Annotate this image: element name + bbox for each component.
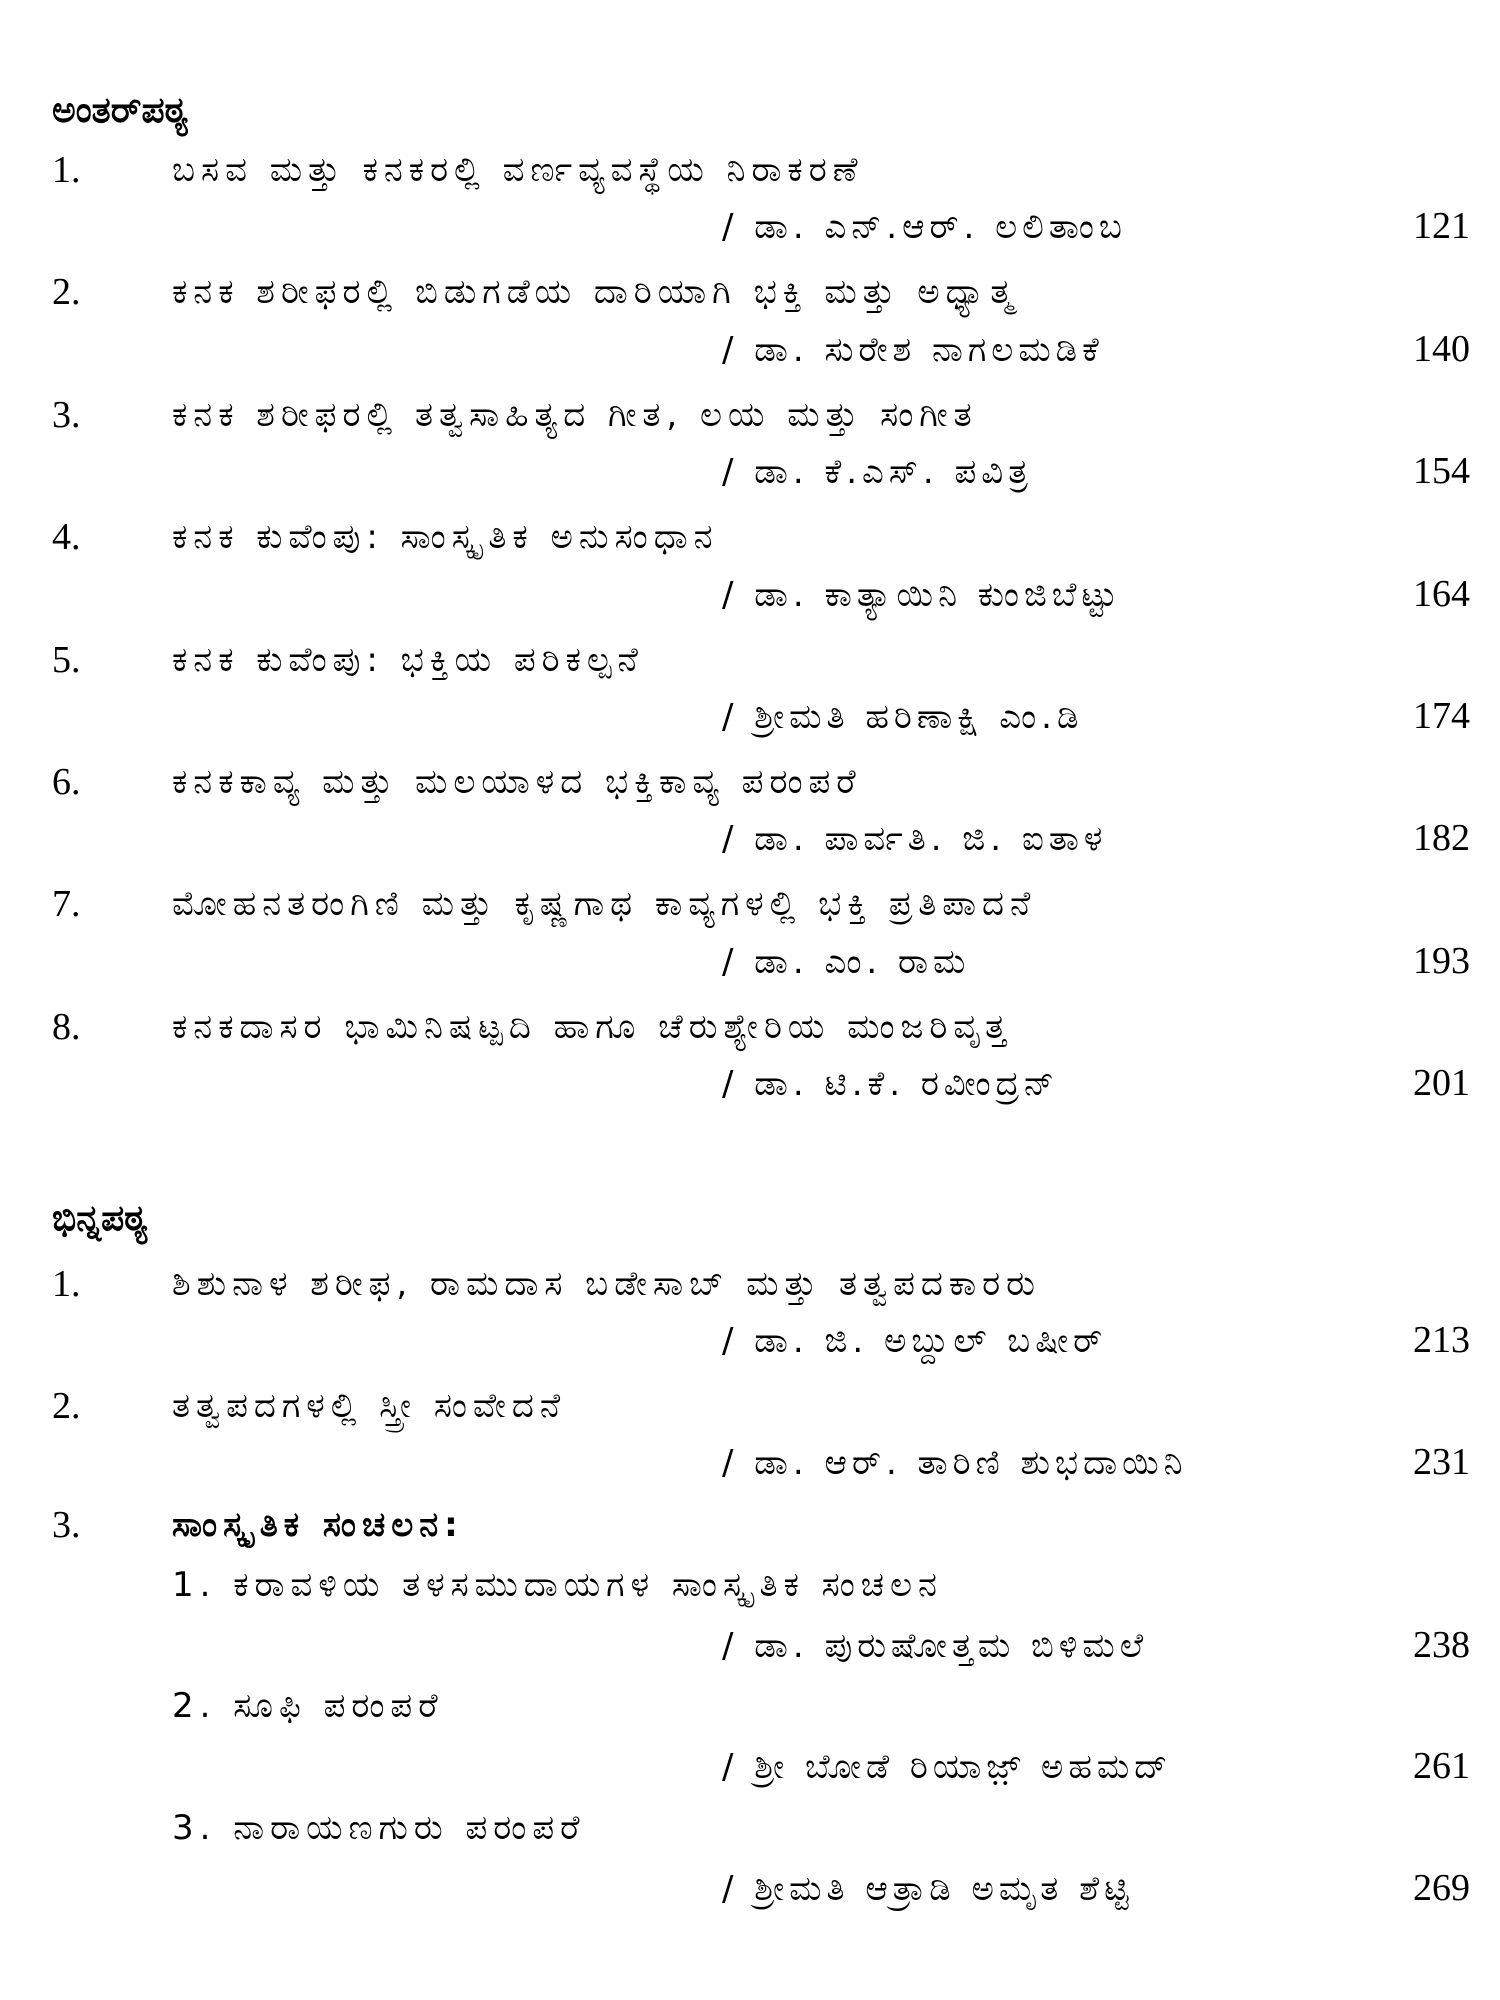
entry-page-number: 193	[1413, 940, 1470, 982]
entry-author: / ಡಾ. ಪಾರ್ವತಿ. ಜಿ. ಐತಾಳ	[722, 819, 1108, 859]
sub-entry-page-number: 238	[1413, 1624, 1470, 1666]
entry-author: / ಡಾ. ಸುರೇಶ ನಾಗಲಮಡಿಕೆ	[722, 330, 1104, 370]
entry-number: 5.	[52, 639, 81, 681]
sub-entry-title: 2. ಸೂಫಿ ಪರಂಪರೆ	[172, 1686, 444, 1726]
entry-title: ಕನಕಕಾವ್ಯ ಮತ್ತು ಮಲಯಾಳದ ಭಕ್ತಿಕಾವ್ಯ ಪರಂಪರೆ	[172, 762, 862, 802]
entry-page-number: 182	[1413, 817, 1470, 859]
entry-page-number: 201	[1413, 1062, 1470, 1104]
entry-author: / ಡಾ. ಟಿ.ಕೆ. ರವೀಂದ್ರನ್	[722, 1064, 1059, 1104]
entry-author: / ಡಾ. ಎಂ. ರಾಮ	[722, 942, 971, 982]
entry-title: ತತ್ವಪದಗಳಲ್ಲಿ ಸ್ತ್ರೀ ಸಂವೇದನೆ	[172, 1386, 567, 1426]
entry-number: 1.	[52, 149, 81, 191]
sub-entry-page-number: 269	[1413, 1867, 1470, 1909]
sub-entry-title: 1. ಕರಾವಳಿಯ ತಳಸಮುದಾಯಗಳ ಸಾಂಸ್ಕೃತಿಕ ಸಂಚಲನ	[172, 1565, 943, 1605]
entry-title: ಮೋಹನತರಂಗಿಣಿ ಮತ್ತು ಕೃಷ್ಣಗಾಥ ಕಾವ್ಯಗಳಲ್ಲಿ ಭಕ್ತಿ ಪ್ರತಿಪಾದನೆ	[172, 884, 1037, 924]
entry-author: / ಡಾ. ಕೆ.ಎಸ್. ಪವಿತ್ರ	[722, 452, 1033, 492]
entry-title: ಕನಕ ಕುವೆಂಪು: ಭಕ್ತಿಯ ಪರಿಕಲ್ಪನೆ	[172, 640, 644, 680]
entry-page-number: 174	[1413, 695, 1470, 737]
entry-title: ಕನಕ ಶರೀಫರಲ್ಲಿ ಬಿಡುಗಡೆಯ ದಾರಿಯಾಗಿ ಭಕ್ತಿ ಮತ್ತು ಅಧ್ಯಾತ್ಮ	[172, 272, 1019, 312]
entry-number: 2.	[52, 1385, 81, 1427]
entry-number: 6.	[52, 761, 81, 803]
entry-page-number: 140	[1413, 328, 1470, 370]
entry-title: ಕನಕ ಶರೀಫರಲ್ಲಿ ತತ್ವಸಾಹಿತ್ಯದ ಗೀತ, ಲಯ ಮತ್ತು ಸಂಗೀತ	[172, 395, 978, 435]
entry-page-number: 164	[1413, 573, 1470, 615]
entry-page-number: 154	[1413, 450, 1470, 492]
entry-page-number: 213	[1413, 1319, 1470, 1361]
entry-title: ಕನಕ ಕುವೆಂಪು: ಸಾಂಸ್ಕೃತಿಕ ಅನುಸಂಧಾನ	[172, 517, 719, 557]
entry-title: ಶಿಶುನಾಳ ಶರೀಫ, ರಾಮದಾಸ ಬಡೇಸಾಬ್ ಮತ್ತು ತತ್ವಪದಕಾರರು	[172, 1264, 1041, 1304]
entry-page-number: 121	[1413, 205, 1470, 247]
sub-entry-page-number: 261	[1413, 1745, 1470, 1787]
entry-title: ಸಾಂಸ್ಕೃತಿಕ ಸಂಚಲನ:	[172, 1505, 464, 1545]
entry-number: 7.	[52, 883, 81, 925]
entry-number: 2.	[52, 271, 81, 313]
entry-title: ಬಸವ ಮತ್ತು ಕನಕರಲ್ಲಿ ವರ್ಣವ್ಯವಸ್ಥೆಯ ನಿರಾಕರಣೆ	[172, 150, 864, 190]
entry-author: / ಡಾ. ಜಿ. ಅಬ್ದುಲ್ ಬಷೀರ್	[722, 1321, 1108, 1361]
entry-number: 3.	[52, 1504, 81, 1546]
entry-author: / ಶ್ರೀಮತಿ ಹರಿಣಾಕ್ಷಿ ಎಂ.ಡಿ	[722, 697, 1084, 737]
entry-page-number: 231	[1413, 1441, 1470, 1483]
entry-number: 8.	[52, 1006, 81, 1048]
entry-number: 3.	[52, 394, 81, 436]
entry-number: 1.	[52, 1263, 81, 1305]
entry-author: / ಡಾ. ಎನ್.ಆರ್. ಲಲಿತಾಂಬ	[722, 207, 1127, 247]
entry-author: / ಡಾ. ಆರ್. ತಾರಿಣಿ ಶುಭದಾಯಿನಿ	[722, 1443, 1188, 1483]
sub-entry-author: / ಡಾ. ಪುರುಷೋತ್ತಮ ಬಿಳಿಮಲೆ	[722, 1626, 1149, 1666]
section-heading-antarpathya: ಅಂತರ್‌ಪಠ್ಯ	[52, 90, 189, 131]
sub-entry-author: / ಶ್ರೀಮತಿ ಆತ್ರಾಡಿ ಅಮೃತ ಶೆಟ್ಟಿ	[722, 1869, 1134, 1909]
sub-entry-author: / ಶ್ರೀ ಬೋಡೆ ರಿಯಾಜ಼್ ಅಹಮದ್	[722, 1747, 1173, 1787]
entry-author: / ಡಾ. ಕಾತ್ಯಾಯಿನಿ ಕುಂಜಿಬೆಟ್ಟು	[722, 575, 1122, 615]
sub-entry-title: 3. ನಾರಾಯಣಗುರು ಪರಂಪರೆ	[172, 1808, 586, 1848]
entry-number: 4.	[52, 516, 81, 558]
section-heading-bhinnapathya: ಭಿನ್ನಪಠ್ಯ	[52, 1198, 149, 1239]
entry-title: ಕನಕದಾಸರ ಭಾಮಿನಿಷಟ್ಪದಿ ಹಾಗೂ ಚೆರುಶ್ಯೇರಿಯ ಮಂಜರಿವೃತ್ತ	[172, 1007, 1013, 1047]
